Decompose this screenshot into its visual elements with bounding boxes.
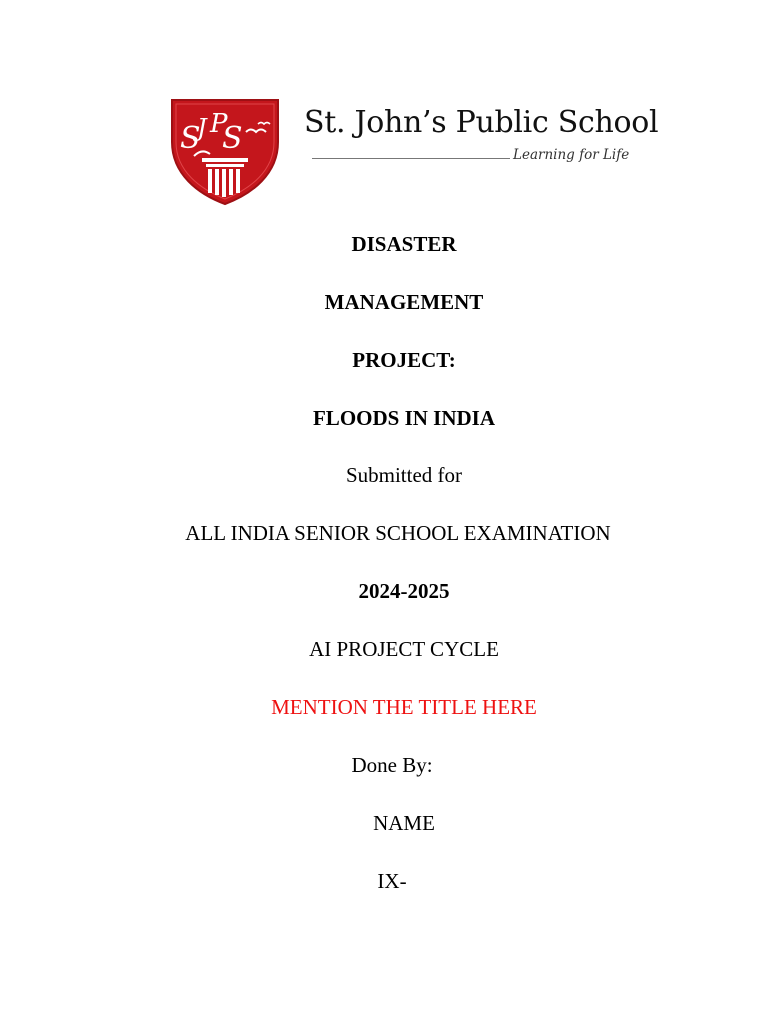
title-placeholder: MENTION THE TITLE HERE <box>271 695 537 719</box>
svg-text:J: J <box>197 114 207 142</box>
tagline-divider <box>312 158 510 159</box>
svg-text:S: S <box>222 121 243 156</box>
title-line-project: PROJECT: <box>352 348 456 372</box>
title-line-disaster: DISASTER <box>351 232 457 256</box>
title-line-management: MANAGEMENT <box>324 290 484 314</box>
student-class: IX- <box>377 869 407 893</box>
school-name: St. John’s Public School <box>304 105 659 140</box>
examination-name: ALL INDIA SENIOR SCHOOL EXAMINATION <box>185 521 611 545</box>
school-crest-icon <box>166 96 284 206</box>
academic-year: 2024-2025 <box>358 579 450 603</box>
done-by-label: Done By: <box>351 753 433 777</box>
svg-text:S: S <box>180 121 201 156</box>
svg-text:P: P <box>210 109 228 139</box>
project-cycle: AI PROJECT CYCLE <box>309 637 499 661</box>
title-line-topic: FLOODS IN INDIA <box>312 406 496 430</box>
student-name: NAME <box>373 811 435 835</box>
submitted-for-text: Submitted for <box>345 463 463 487</box>
school-logo <box>166 96 659 208</box>
school-tagline: Learning for Life <box>513 147 630 163</box>
